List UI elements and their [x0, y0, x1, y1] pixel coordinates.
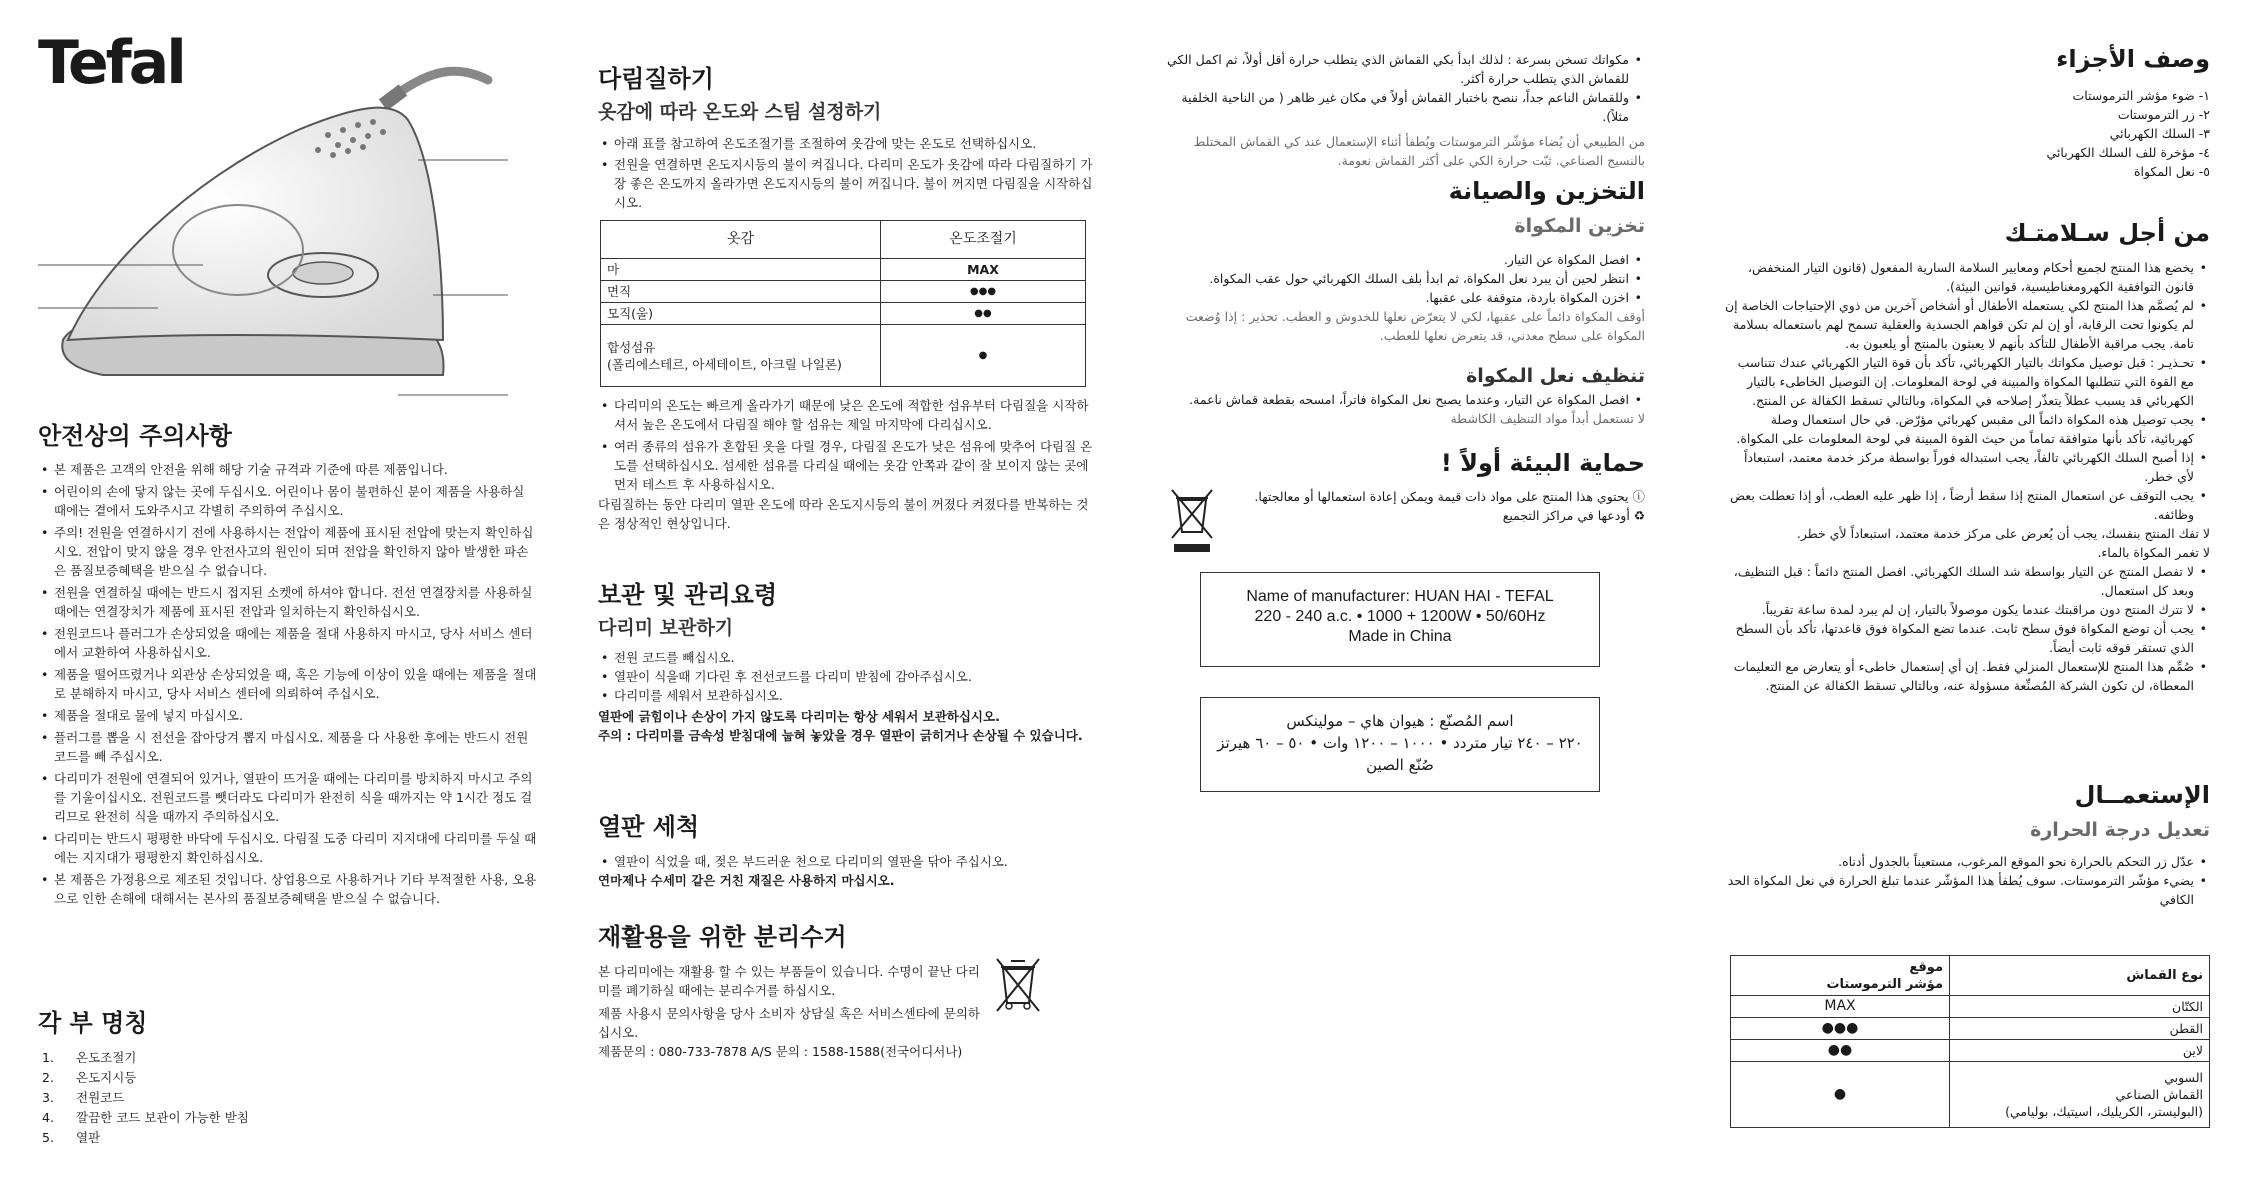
ironing-item: • 여러 종류의 섬유가 혼합된 옷을 다릴 경우, 다림질 온도가 낮은 섬유에 맞추어 다림질 온도를 선택하십시오. 섬세한 섬유를 다리실 때에는 옷감 안쪽과 같이 잘 보이지 않는 곳에 먼저 테스트 후 사용하십시오. — [598, 437, 1098, 494]
manufacturer-name-ar: اسم المُصنّع : هيوان هاي – مولينكس — [1286, 712, 1514, 730]
safety-item: • 전원코드나 플러그가 손상되었을 때에는 제품을 절대 사용하지 마시고, 당사 서비스 센터에서 교환하여 사용하십시오. — [38, 624, 538, 662]
manufacturer-origin: Made in China — [1348, 628, 1452, 645]
part-item: 1. 온도조절기 — [42, 1050, 137, 1065]
storage-subtitle: 다리미 보관하기 — [598, 617, 734, 639]
recycle-paragraph: 본 다리미에는 재활용 할 수 있는 부품들이 있습니다. 수명이 끝난 다리미를 폐기하실 때에는 분리수거를 하십시오. — [598, 964, 980, 998]
arabic-cleaning-item: • افصل المكواة عن التيار، وعندما يصبح نعل المكواة فاتراً، امسحه بقطعة قماش ناعمة. — [1160, 390, 1645, 409]
fabric-cell: 합성섬유 (폴리에스테르, 아세테이트, 아크릴 나일론) — [601, 325, 881, 387]
fabric-cell: السوبي القماش الصناعي (البوليستر، الكريليك، اسيتيك، بوليامي) — [1950, 1062, 2210, 1128]
safety-item: • 전원을 연결하실 때에는 반드시 접지된 소켓에 하셔야 합니다. 전선 연결장치를 사용하실 때에는 연결장치가 제품에 표시된 전압과 일치하는지 확인하십시오. — [38, 583, 538, 621]
arabic-column-2 — [1725, 0, 2210, 1189]
arabic-use-item: • عدّل زر التحكم بالحرارة نحو الموقع المرغوب، مستعيناً بالجدول أدناه. — [1725, 852, 2210, 871]
safety-list — [38, 460, 538, 908]
part-item: 4. 깔끔한 코드 보관이 가능한 받침 — [42, 1110, 249, 1125]
ironing-list-2 — [598, 396, 1098, 533]
arabic-fabric-table — [1730, 955, 2210, 1128]
safety-item: • 제품을 절대로 물에 넣지 마십시오. — [38, 706, 538, 725]
arabic-safety-item: • لا تفصل المنتج عن التيار بواسطة شد السلك الكهربائي. افصل المنتج دائماً : قبل التنظيف، وبعد كل استعمال. — [1725, 562, 2210, 600]
safety-item: • 본 제품은 고객의 안전을 위해 해당 기술 규격과 기준에 따른 제품입니다. — [38, 460, 538, 479]
arabic-storage-item: • افصل المكواة عن التيار. — [1160, 250, 1645, 269]
ironing-subtitle: 옷감에 따라 온도와 스팀 설정하기 — [598, 101, 882, 123]
setting-cell: ●●● — [881, 281, 1086, 303]
arabic-use-list — [1725, 852, 2210, 909]
cleaning-list — [598, 852, 1098, 890]
tefal-logo: Tefal — [38, 28, 184, 98]
info-icon: ⓘ — [1628, 489, 1645, 504]
recycle-text — [598, 962, 988, 1061]
table-row — [1731, 1062, 2210, 1128]
arabic-cleaning-title: تنظيف نعل المكواة — [1466, 365, 1645, 387]
arabic-parts-title: وصف الأجزاء — [2056, 45, 2210, 73]
arabic-storage-list — [1160, 250, 1645, 345]
arabic-env-list — [1160, 487, 1645, 525]
part-item: 3. 전원코드 — [42, 1090, 125, 1105]
table-row — [601, 303, 1086, 325]
arabic-part-item: ٤- مؤخرة للف السلك الكهربائي — [2046, 145, 2210, 160]
cleaning-warning: 연마제나 수세미 같은 거친 재질은 사용하지 마십시오. — [598, 873, 895, 888]
manufacturer-origin-ar: صُنّع الصين — [1366, 756, 1434, 774]
fabric-cell: لاين — [1950, 1040, 2210, 1062]
setting-cell: ●● — [881, 303, 1086, 325]
setting-cell: ●● — [1731, 1040, 1950, 1062]
ironing-title: 다림질하기 — [598, 65, 714, 93]
arabic-safety-item: • يجب أن توضع المكواة فوق سطح ثابت. عندما تضع المكواة فوق قاعدتها، تأكد بأن السطح الذي تستقر فوقه ثابت أيضاً. — [1725, 619, 2210, 657]
storage-warning: 열판에 긁힘이나 손상이 가지 않도록 다리미는 항상 세워서 보관하십시오. — [598, 709, 1000, 724]
ironing-list — [598, 134, 1098, 212]
safety-item: • 본 제품은 가정용으로 제조된 것입니다. 상업용으로 사용하거나 기타 부적절한 사용, 오용으로 인한 손해에 대해서는 본사의 품질보증혜택을 받으실 수 없습니다. — [38, 870, 538, 908]
iron-body — [68, 108, 443, 340]
table-row — [601, 281, 1086, 303]
cleaning-item: • 열판이 식었을 때, 젖은 부드러운 천으로 다리미의 열판을 닦아 주십시오. — [598, 852, 1098, 871]
arabic-safety-item: • يجب التوقف عن استعمال المنتج إذا سقط أرضاً ، إذا ظهر عليه العطب، أو إذا تعطلت بعض وظائفه. — [1725, 486, 2210, 524]
arabic-use-subtitle: تعديل درجة الحرارة — [2030, 819, 2210, 841]
setting-cell: MAX — [1731, 996, 1950, 1018]
table-row — [601, 325, 1086, 387]
arabic-ironing-note: من الطبيعي أن يُضاء مؤشّر الترموستات ويُطفأ أثناء الإستعمال عند كي القماش المختلط بالنسيج الصناعي. ثبّت حرارة الكي على أكثر القماش نعومة. — [1193, 134, 1645, 168]
arabic-part-item: ٣- السلك الكهربائي — [2109, 126, 2210, 141]
arabic-cleaning-list — [1160, 390, 1645, 428]
manufacturer-name: Name of manufacturer: HUAN HAI - TEFAL — [1246, 588, 1554, 605]
safety-item: • 플러그를 뽑을 시 전선을 잡아당겨 뽑지 마십시오. 제품을 다 사용한 후에는 반드시 전원코드를 빼 주십시오. — [38, 728, 538, 766]
safety-item: • 주의! 전원을 연결하시기 전에 사용하시는 전압이 제품에 표시된 전압에 맞는지 확인하십시오. 전압이 맞지 않을 경우 안전사고의 원인이 되며 전압을 확인하지 않아 발생한 파손은 품질보증혜택을 받으실 수 없습니다. — [38, 523, 538, 580]
storage-item: • 전원 코드를 빼십시오. — [598, 648, 1098, 667]
korean-column-1 — [38, 0, 538, 1189]
arabic-safety-item: • لا تترك المنتج دون مراقبتك عندما يكون موصولاً بالتيار، إن لم يبرد لمدة ساعة تقريباً. — [1725, 600, 2210, 619]
power-cord — [403, 71, 488, 90]
fabric-cell: القطن — [1950, 1018, 2210, 1040]
arabic-use-title: الإستعمــال — [2074, 781, 2210, 809]
table-row — [1731, 1040, 2210, 1062]
arabic-safety-item: • صُمِّم هذا المنتج للإستعمال المنزلي فقط. إن أي إستعمال خاطىء أو يتعارض مع التعليمات المعطاة، لن تكون الشركة المُصنِّعة مسؤولة عنه، وبالتالي تسقط الكفالة عن المنتج. — [1725, 657, 2210, 695]
setting-cell: ● — [881, 325, 1086, 387]
manufacturer-box-ar — [1200, 697, 1600, 792]
fabric-table — [600, 220, 1086, 387]
arabic-part-item: ٢- زر الترموستات — [2117, 107, 2210, 122]
ironing-item: • 전원을 연결하면 온도지시등의 불이 켜집니다. 다리미 온도가 옷감에 따라 다림질하기 가장 좋은 온도까지 올라가면 온도지시등의 불이 꺼집니다. 불이 꺼지면 다림질을 시작하십시오. — [598, 155, 1098, 212]
cord-guard — [383, 90, 403, 105]
parts-title: 각 부 명칭 — [38, 1009, 148, 1037]
safety-item: • 제품을 떨어뜨렸거나 외관상 손상되었을 때, 혹은 기능에 이상이 있을 때에는 제품을 절대로 분해하지 마시고, 당사 서비스 센터에 의뢰하여 주십시오. — [38, 665, 538, 703]
arabic-table-header-setting: موقع مؤشر الترموستات — [1731, 956, 1950, 996]
safety-item: • 다리미가 전원에 연결되어 있거나, 열판이 뜨거울 때에는 다리미를 방치하지 마시고 주의를 기울이십시오. 전원코드를 뺏더라도 다리미가 완전히 식을 때까지는 약 1시간 정도 걸리므로 완전히 식을 때까지 주의하십시오. — [38, 769, 538, 826]
table-header-fabric: 옷감 — [601, 221, 881, 259]
storage-item: • 다리미를 세워서 보관하십시오. — [598, 686, 1098, 705]
iron-illustration — [38, 10, 558, 420]
recycle-title: 재활용을 위한 분리수거 — [598, 923, 847, 951]
arabic-safety-item: • يجب توصيل هذه المكواة دائماً الى مقبس كهربائي مؤرّض. في حال استعمال وصلة كهربائية، تأكد بأنها متوافقة تماماً من حيث القوة المبينة في لوحة المعلومات على المكواة. — [1725, 410, 2210, 448]
arabic-table-header-fabric: نوع القماش — [1950, 956, 2210, 996]
weee-bin-icon — [993, 955, 1043, 1015]
storage-title: 보관 및 관리요령 — [598, 581, 777, 609]
arabic-storage-subtitle: تخزين المكواة — [1514, 215, 1645, 237]
arabic-env-item: ⓘ يحتوي هذا المنتج على مواد ذات قيمة ويمكن إعادة استعمالها أو معالجتها. — [1254, 489, 1645, 504]
arabic-safety-list — [1725, 258, 2210, 695]
arabic-storage-note: أوقف المكواة دائماً على عقبها، لكي لا يتعرّض نعلها للخدوش و العطب. تحذير : إذا وُضعت المكواة على سطح معدني، قد يتعرض نعلها للعطب. — [1185, 309, 1645, 343]
arabic-part-item: ١- ضوء مؤشر الترموستات — [2072, 88, 2210, 103]
arabic-storage-item: • انتظر لحين أن يبرد نعل المكواة، ثم ابدأ بلف السلك الكهربائي حول عقب المكواة. — [1160, 269, 1645, 288]
arabic-safety-item: • لم يُصمَّم هذا المنتج لكي يستعمله الأطفال أو أشخاص آخرين من ذوي الإحتياجات الخاصة إن لم يكونوا تحت الرقابة، أو إن لم تكن قواهم الجسدية والعقلية تسمح لهم باستعماله بسلامة تامة. يجب مراقبة الأطفال للتأكد بأنهم لا يعبثون بالمنتج أو يلعبون به. — [1725, 296, 2210, 353]
table-row — [601, 259, 1086, 281]
arabic-ironing-item: • وللقماش الناعم جداً، ننصح باختبار القماش أولاً في مكان غير ظاهر ( من الناحية الخلفية مثلاً). — [1160, 88, 1645, 126]
part-item: 5. 열판 — [42, 1130, 101, 1145]
safety-item: • 다리미는 반드시 평평한 바닥에 두십시오. 다림질 도중 다리미 지지대에 다리미를 두실 때에는 지지대가 평평한지 확인하십시오. — [38, 829, 538, 867]
weee-bin-icon-arabic — [1170, 488, 1214, 554]
ironing-item: • 다리미의 온도는 빠르게 올라가기 때문에 낮은 온도에 적합한 섬유부터 다림질을 시작하셔서 높은 온도에서 다림질 해야 할 섬유는 제일 마지막에 다리십시오. — [598, 396, 1098, 434]
recycle-icon: ♻ — [1629, 508, 1645, 523]
arabic-storage-item: • اخزن المكواة باردة، متوقفة على عقبها. — [1160, 288, 1645, 307]
manufacturer-power: 220 - 240 a.c. • 1000 + 1200W • 50/60Hz — [1254, 608, 1546, 625]
table-header-setting: 온도조절기 — [881, 221, 1086, 259]
arabic-parts-list — [2047, 86, 2210, 181]
safety-item: • 어린이의 손에 닿지 않는 곳에 두십시오. 어린이나 몸이 불편하신 분이 제품을 사용하실 때에는 곁에서 도와주시고 각별히 주의하여 주십시오. — [38, 482, 538, 520]
parts-list — [42, 1048, 249, 1148]
arabic-safety-text: لا تغمر المكواة بالماء. — [2097, 545, 2210, 560]
korean-column-2 — [598, 0, 1098, 1189]
arabic-use-item: • يضيء مؤشّر الترموستات. سوف يُطفأ هذا المؤشّر عندما تبلغ الحرارة في نعل المكواة الحد الكافي — [1725, 871, 2210, 909]
setting-cell: ● — [1731, 1062, 1950, 1128]
ironing-note: 다림질하는 동안 다리미 열판 온도에 따라 온도지시등의 불이 꺼졌다 켜졌다를 반복하는 것은 정상적인 현상입니다. — [598, 497, 1089, 531]
ironing-item: • 아래 표를 참고하여 온도조절기를 조절하여 옷감에 맞는 온도로 선택하십시오. — [598, 134, 1098, 153]
arabic-safety-text: لا تفك المنتج بنفسك، يجب أن يُعرض على مركز خدمة معتمد، استبعاداً لأي خطر. — [1796, 526, 2210, 541]
table-row — [1731, 996, 2210, 1018]
part-item: 2. 온도지시등 — [42, 1070, 137, 1085]
dial-knob — [293, 262, 353, 284]
arabic-safety-item: • إذا أصبح السلك الكهربائي تالفاً، يجب استبداله فوراً بواسطة مركز خدمة معتمد، استبعاداً لأي خطر. — [1725, 448, 2210, 486]
arabic-safety-item: • يخضع هذا المنتج لجميع أحكام ومعايير السلامة السارية المفعول (قانون التيار المنخفض، قانون التوافقية الكهرومغناطيسية، قوانين البيئة). — [1725, 258, 2210, 296]
cleaning-title: 열판 세척 — [598, 813, 700, 841]
arabic-column-1 — [1160, 0, 1645, 1189]
table-row — [1731, 1018, 2210, 1040]
arabic-cleaning-note: لا تستعمل أبداً مواد التنظيف الكاشطة — [1450, 411, 1645, 426]
recycle-paragraph: 제품 사용시 문의사항을 당사 소비자 상담실 혹은 서비스센타에 문의하십시오. — [598, 1006, 980, 1040]
arabic-safety-title: من أجل سـلامتـك — [2004, 219, 2210, 247]
arabic-env-title: حماية البيئة أولاً ! — [1440, 449, 1645, 477]
arabic-ironing-item: • مكواتك تسخن بسرعة : لذلك ابدأ بكي القماش الذي يتطلب حرارة أقل أولاً، ثم اكمل الكي للقماش الذي يتطلب حرارة أكثر. — [1160, 50, 1645, 88]
manufacturer-box-en — [1200, 572, 1600, 667]
setting-cell: MAX — [881, 259, 1086, 281]
safety-title: 안전상의 주의사항 — [38, 422, 232, 450]
storage-list — [598, 648, 1098, 745]
storage-item: • 열판이 식을때 기다린 후 전선코드를 다리미 받침에 감아주십시오. — [598, 667, 1098, 686]
arabic-env-item: ♻ أودعها في مراكز التجميع — [1502, 508, 1645, 523]
manufacturer-power-ar: ٢٢٠ – ٢٤٠ تيار متردد • ١٠٠٠ – ١٢٠٠ وات • ٥٠ – ٦٠ هيرتز — [1217, 734, 1583, 752]
fabric-cell: 마 — [601, 259, 881, 281]
fabric-cell: 면직 — [601, 281, 881, 303]
arabic-ironing-continued — [1160, 50, 1645, 170]
fabric-cell: الكتّان — [1950, 996, 2210, 1018]
setting-cell: ●●● — [1731, 1018, 1950, 1040]
fabric-cell: 모직(울) — [601, 303, 881, 325]
storage-caution: 주의 : 다리미를 금속성 받침대에 눕혀 놓았을 경우 열판이 긁히거나 손상될 수 있습니다. — [598, 728, 1083, 743]
arabic-storage-title: التخزين والصيانة — [1448, 177, 1645, 205]
contact-info: 제품문의 : 080-733-7878 A/S 문의 : 1588-1588(전국어디서나) — [598, 1044, 963, 1059]
arabic-part-item: ٥- نعل المكواة — [2133, 164, 2210, 179]
arabic-safety-item: • تحـذيـر : قبل توصيل مكواتك بالتيار الكهربائي، تأكد بأن قوة التيار الكهربائي عندك تتناسب مع القوة التي تتطلبها المكواة والمبينة في لوحة المعلومات. إن التوصيل الخاطىء بالتيار الكهربائي قد يسبب عطلاً يتعذّر إصلاحه في المكواة، وبالتالي تسقط الكفالة عن المنتج. — [1725, 353, 2210, 410]
